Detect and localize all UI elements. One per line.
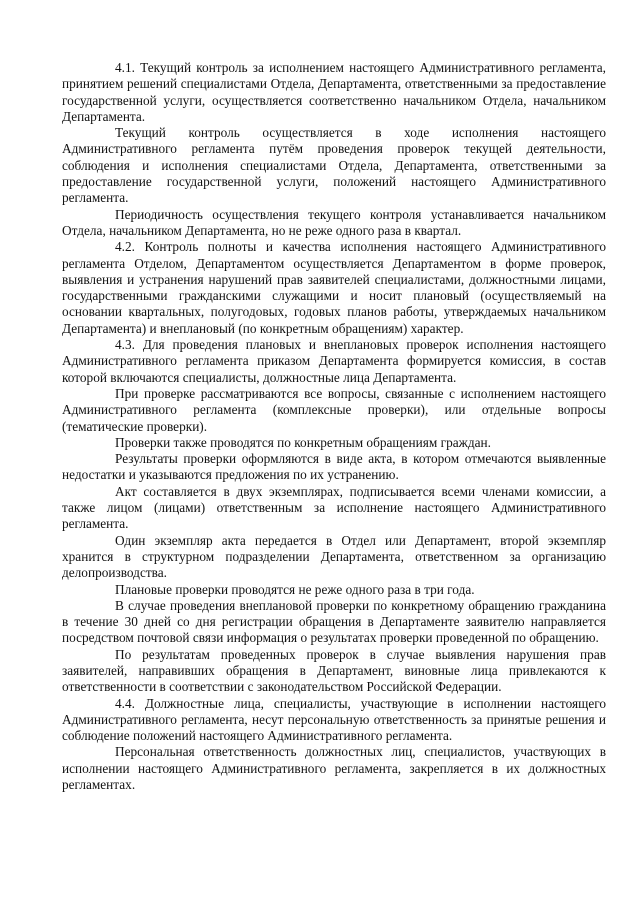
- paragraph-check-results: Результаты проверки оформляются в виде акта, в котором отмечаются выявленные недостатки и указываются предложения по их устранению.: [62, 451, 606, 483]
- paragraph-current-control: Текущий контроль осуществляется в ходе исполнения настоящего Административного регламента путём проведения проверок текущей деятельности, соблюдения и исполнения специалистами Отдела, Департамента, ответственными за предоставление государственной услуги, положений настоящего Административного регламента.: [62, 125, 606, 206]
- paragraph-citizen-appeals: Проверки также проводятся по конкретным обращениям граждан.: [115, 434, 491, 450]
- paragraph-unscheduled-check: В случае проведения внеплановой проверки по конкретному обращению гражданина в течение 30 дней со дня регистрации обращения в Департаменте заявителю направляется посредством почтовой связи информация о результатах проверки проведенной по обращению.: [62, 597, 606, 646]
- paragraph-periodicity: Периодичность осуществления текущего контроля устанавливается начальником Отдела, начальником Департамента, но не реже одного раза в квартал.: [62, 206, 606, 238]
- paragraph-check-questions: При проверке рассматриваются все вопросы, связанные с исполнением настоящего Административного регламента (комплексные проверки), или отдельные вопросы (тематические проверки).: [62, 385, 606, 434]
- document-page: [62, 60, 606, 793]
- paragraph-4-3: 4.3. Для проведения плановых и внеплановых проверок исполнения настоящего Административного регламента приказом Департамента формируется комиссия, в состав которой включаются специалисты, должностные лица Департамента.: [62, 337, 606, 385]
- paragraph-4-1: 4.1. Текущий контроль за исполнением настоящего Административного регламента, принятием решений специалистами Отдела, Департамента, ответственными за предоставление государственной услуги, осуществляется соответственно начальником Отдела, начальником Департамента.: [62, 60, 606, 124]
- paragraph-personal-responsibility: Персональная ответственность должностных лиц, специалистов, участвующих в исполнении настоящего Административного регламента, закрепляется в их должностных регламентах.: [62, 744, 606, 793]
- paragraph-act-storage: Один экземпляр акта передается в Отдел или Департамент, второй экземпляр хранится в структурном подразделении Департамента, ответственном за организацию делопроизводства.: [62, 532, 606, 581]
- paragraph-4-2: 4.2. Контроль полноты и качества исполнения настоящего Административного регламента Отделом, Департаментом осуществляется Департаментом в форме проверок, выявления и устранения нарушений прав заявителей специалистами, должностными лицами, государственными гражданскими служащими и носит плановый (осуществляемый на основании квартальных, полугодовых, годовых планов работы, утверждаемых начальником Департамента) и внеплановый (по конкретным обращениям) характер.: [62, 239, 606, 336]
- paragraph-act-copies: Акт составляется в двух экземплярах, подписывается всеми членами комиссии, а также лицом (лицами) ответственным за исполнение настоящего Административного регламента.: [62, 483, 606, 532]
- paragraph-liability: По результатам проведенных проверок в случае выявления нарушения прав заявителей, направивших обращения в Департамент, виновные лица привлекаются к ответственности в соответствии с законодательством Российской Федерации.: [62, 646, 606, 695]
- paragraph-4-4: 4.4. Должностные лица, специалисты, участвующие в исполнении настоящего Административного регламента, несут персональную ответственность за принятые решения и соблюдение положений настоящего Административного регламента.: [62, 695, 606, 744]
- paragraph-planned-checks: Плановые проверки проводятся не реже одного раза в три года.: [115, 581, 475, 597]
